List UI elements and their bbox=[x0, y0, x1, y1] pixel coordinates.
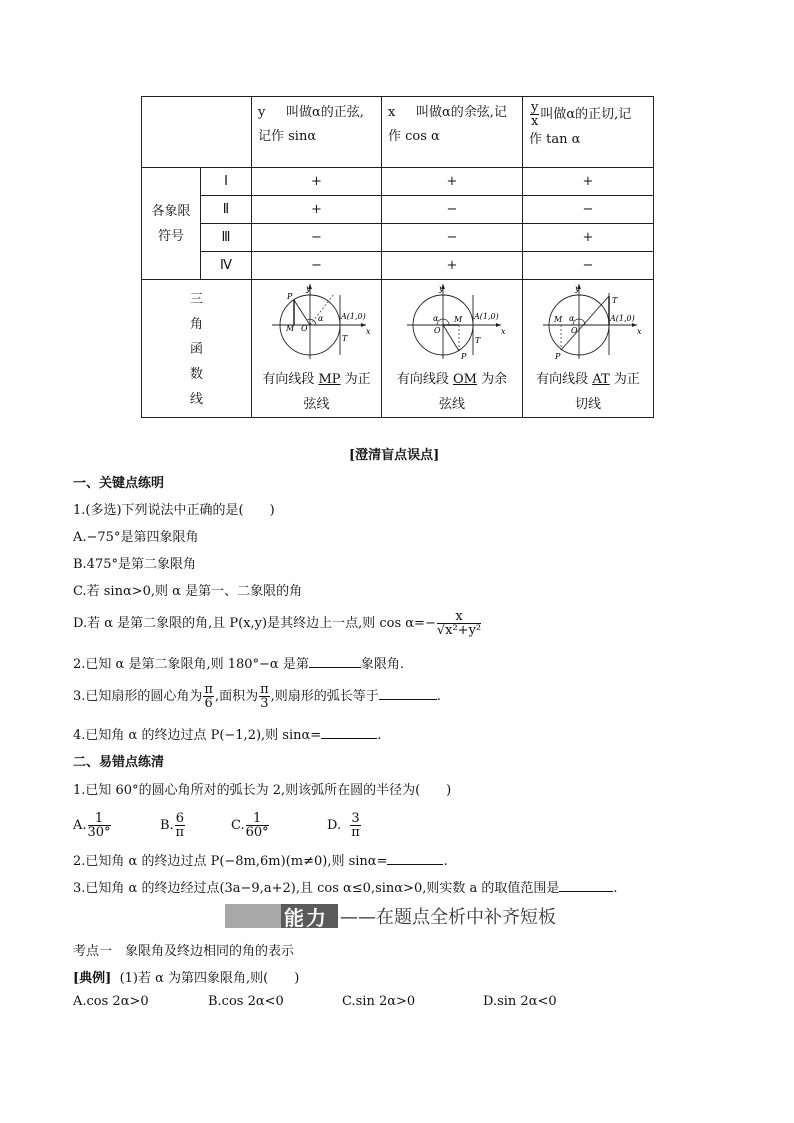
q4-end: . bbox=[377, 728, 382, 743]
banner-subtitle: ——在题点全析中补齐短板 bbox=[340, 907, 556, 928]
header-corner-cell bbox=[142, 97, 252, 168]
cos-sign-q3: − bbox=[382, 224, 523, 252]
q4-answer-blank[interactable] bbox=[321, 738, 377, 739]
tan-label-y: y bbox=[575, 284, 580, 293]
q3-answer-blank[interactable] bbox=[379, 699, 437, 700]
cosine-caption-seg: OM bbox=[453, 372, 477, 387]
tan-fraction bbox=[530, 101, 539, 128]
p2-option-c-den: 60° bbox=[245, 825, 269, 840]
part1-q2 bbox=[73, 653, 404, 672]
p2-option-c-frac bbox=[246, 812, 269, 839]
q1-d-num: x bbox=[437, 610, 481, 624]
cos-label-alpha: α bbox=[433, 314, 439, 323]
part1-q1-option-b: B.475°是第二象限角 bbox=[73, 557, 196, 572]
trig-line-char-3: 函 bbox=[189, 342, 203, 357]
cos-label-m: M bbox=[454, 315, 463, 324]
cos-label-t: T bbox=[475, 336, 481, 345]
tan-label-m: M bbox=[554, 315, 563, 324]
quadrant-2-label: Ⅱ bbox=[201, 196, 252, 224]
p2-q3-answer-blank[interactable] bbox=[559, 891, 613, 892]
cosine-line-caption bbox=[382, 367, 522, 417]
quadrant-1-label: Ⅰ bbox=[201, 168, 252, 196]
header-tan-cell bbox=[523, 97, 654, 168]
p2-option-d-den: π bbox=[351, 825, 360, 840]
header-cos-cell bbox=[382, 97, 523, 168]
cosine-line-diagram bbox=[397, 281, 507, 361]
sine-caption-post: 为正 bbox=[344, 372, 371, 387]
q2-answer-blank[interactable] bbox=[309, 667, 361, 668]
tangent-line-caption bbox=[523, 367, 653, 417]
tan-label-t: T bbox=[612, 296, 618, 305]
part2-heading: 二、易错点练清 bbox=[73, 755, 165, 770]
trig-line-char-2: 角 bbox=[189, 317, 203, 332]
q4-pre: 4.已知角 α 的终边过点 P(−1,2),则 sinα= bbox=[73, 728, 322, 743]
sign-label-line-1: 各象限 bbox=[151, 203, 191, 219]
tan-sign-q2: − bbox=[523, 196, 654, 224]
sine-line-caption bbox=[252, 367, 381, 417]
part1-q3 bbox=[73, 683, 441, 710]
tangent-caption-post: 为正 bbox=[613, 372, 640, 387]
p2-option-c bbox=[231, 812, 270, 839]
tan-sign-q3: + bbox=[523, 224, 654, 252]
sine-line-diagram bbox=[262, 281, 372, 361]
tangent-caption-pre: 有向线段 bbox=[536, 372, 589, 387]
cos-label-a: A(1,0) bbox=[474, 312, 499, 321]
sin-label-t: T bbox=[341, 334, 347, 343]
q3-fraction-2 bbox=[259, 683, 270, 710]
p2-option-d-frac bbox=[350, 812, 360, 839]
cosine-caption-line2: 弦线 bbox=[438, 397, 465, 412]
trig-function-table bbox=[141, 96, 654, 418]
tan-sign-q4: − bbox=[523, 252, 654, 280]
p2-option-d-num: 3 bbox=[351, 811, 360, 826]
cos-sign-q2: − bbox=[382, 196, 523, 224]
sin-label-alpha: α bbox=[317, 314, 323, 323]
cos-sign-q1: + bbox=[382, 168, 523, 196]
p2-option-a-den: 30° bbox=[87, 825, 111, 840]
p2-q2-answer-blank[interactable] bbox=[387, 864, 443, 865]
tan-label-alpha: α bbox=[569, 314, 575, 323]
sine-caption-seg: MP bbox=[318, 372, 341, 387]
p2-option-b-den: π bbox=[175, 825, 185, 840]
example-line bbox=[73, 967, 299, 986]
cos-label-y: y bbox=[439, 284, 444, 293]
tangent-line-diagram bbox=[533, 281, 643, 361]
trig-line-char-5: 线 bbox=[189, 392, 203, 407]
p2-option-a bbox=[73, 812, 112, 839]
q1-d-den: √x²+y² bbox=[436, 623, 482, 638]
p2-option-b bbox=[160, 812, 186, 839]
q3-post: ,则扇形的弧长等于 bbox=[270, 689, 379, 704]
part1-q1-option-a: A.−75°是第四象限角 bbox=[73, 530, 199, 545]
part1-q1-option-d bbox=[73, 610, 482, 637]
sin-sign-q2: + bbox=[252, 196, 382, 224]
trig-line-label-cell bbox=[142, 280, 252, 418]
cos-label-o: O bbox=[434, 326, 441, 335]
p2-option-b-num: 6 bbox=[175, 811, 184, 826]
sin-sign-q3: − bbox=[252, 224, 382, 252]
tangent-line-cell bbox=[523, 280, 654, 418]
trig-line-char-1: 三 bbox=[189, 292, 203, 307]
q2-pre: 2.已知 α 是第二象限角,则 180°−α 是第 bbox=[73, 657, 309, 672]
q3-f1-den: 6 bbox=[204, 696, 213, 711]
p2-q3-end: . bbox=[613, 881, 618, 896]
tan-definition-1: 叫做α的正切,记 bbox=[540, 107, 632, 122]
q3-end: . bbox=[436, 689, 441, 704]
p2-q2-end: . bbox=[443, 854, 448, 869]
tan-sign-q1: + bbox=[523, 168, 654, 196]
sin-label-o: O bbox=[300, 324, 308, 333]
example-option-d: D.sin 2α<0 bbox=[483, 994, 557, 1009]
part1-q1: 1.(多选)下列说法中正确的是( ) bbox=[73, 503, 275, 518]
p2-option-a-label: A. bbox=[73, 818, 87, 833]
q1-d-text: D.若 α 是第二象限的角,且 P(x,y)是其终边上一点,则 cos α=− bbox=[73, 616, 436, 631]
sign-label-cell bbox=[142, 168, 201, 280]
p2-option-a-num: 1 bbox=[88, 812, 111, 826]
p2-option-c-label: C. bbox=[231, 818, 245, 833]
q3-fraction-1 bbox=[203, 683, 214, 710]
example-option-b: B.cos 2α<0 bbox=[208, 994, 284, 1009]
cos-label-p: P bbox=[461, 352, 467, 361]
tan-label-p: P bbox=[555, 352, 561, 361]
part2-q1: 1.已知 60°的圆心角所对的弧长为 2,则该弧所在圆的半径为( ) bbox=[73, 783, 452, 798]
part1-q1-option-c: C.若 sinα>0,则 α 是第一、二象限的角 bbox=[73, 584, 303, 599]
tan-den: x bbox=[531, 114, 539, 129]
q3-f2-den: 3 bbox=[260, 696, 269, 711]
sin-sign-q4: − bbox=[252, 252, 382, 280]
tangent-caption-seg: AT bbox=[592, 372, 610, 387]
banner-title: 能力 bbox=[284, 906, 328, 930]
cos-sign-q4: + bbox=[382, 252, 523, 280]
sine-caption-pre: 有向线段 bbox=[262, 372, 315, 387]
q3-f2-num: π bbox=[260, 682, 269, 697]
p2-option-c-num: 1 bbox=[246, 812, 269, 826]
cosine-caption-post: 为余 bbox=[481, 372, 508, 387]
sine-line-cell bbox=[252, 280, 382, 418]
sin-label-m: M bbox=[285, 324, 294, 333]
cosine-caption-pre: 有向线段 bbox=[396, 372, 449, 387]
sin-sign-q1: + bbox=[252, 168, 382, 196]
tan-definition-2: 作 tan α bbox=[529, 132, 581, 147]
part2-q3 bbox=[73, 877, 618, 896]
p2-option-d-label: D. bbox=[327, 818, 342, 833]
example-text: (1)若 α 为第四象限角,则( ) bbox=[119, 971, 300, 986]
p2-q3-pre: 3.已知角 α 的终边经过点(3a−9,a+2),且 cos α≤0,sinα>0,则实数 a 的取值范围是 bbox=[73, 881, 560, 896]
part2-q2 bbox=[73, 850, 448, 869]
sin-label-p: P bbox=[286, 292, 292, 301]
banner-stripe bbox=[225, 904, 281, 928]
cos-definition: 叫做α的余弦,记作 cos α bbox=[388, 105, 507, 144]
part1-heading: 一、关键点练明 bbox=[73, 476, 165, 491]
sine-caption-line2: 弦线 bbox=[303, 397, 330, 412]
tangent-caption-line2: 切线 bbox=[574, 397, 601, 412]
p2-option-d bbox=[327, 812, 362, 839]
q2-post: 象限角. bbox=[360, 657, 404, 672]
cosine-line-cell bbox=[382, 280, 523, 418]
p2-option-a-frac bbox=[88, 812, 111, 839]
sin-var: y bbox=[258, 105, 266, 120]
example-option-a: A.cos 2α>0 bbox=[73, 994, 149, 1009]
q3-pre: 3.已知扇形的圆心角为 bbox=[73, 689, 203, 704]
q3-f1-num: π bbox=[204, 682, 213, 697]
tan-num: y bbox=[531, 100, 539, 115]
p2-q2-pre: 2.已知角 α 的终边过点 P(−8m,6m)(m≠0),则 sinα= bbox=[73, 854, 388, 869]
q1-d-fraction bbox=[437, 610, 481, 637]
quadrant-3-label: Ⅲ bbox=[201, 224, 252, 252]
part1-q4 bbox=[73, 724, 381, 743]
section-title: [澄清盲点误点] bbox=[349, 448, 440, 463]
quadrant-4-label: Ⅳ bbox=[201, 252, 252, 280]
header-sin-cell bbox=[252, 97, 382, 168]
trig-line-char-4: 数 bbox=[189, 367, 203, 382]
tan-label-o: O bbox=[571, 326, 578, 335]
example-tag: [典例] bbox=[73, 971, 112, 986]
sin-label-a: A(1,0) bbox=[340, 312, 366, 321]
tan-label-a: A(1,0) bbox=[610, 314, 635, 323]
example-option-c: C.sin 2α>0 bbox=[342, 994, 416, 1009]
p2-option-b-label: B. bbox=[160, 818, 174, 833]
topic-line: 考点一 象限角及终边相同的角的表示 bbox=[73, 944, 295, 959]
cos-var: x bbox=[388, 105, 396, 120]
q3-mid: ,面积为 bbox=[214, 689, 259, 704]
sin-label-y: y bbox=[305, 284, 311, 293]
sin-label-x: x bbox=[365, 327, 371, 336]
sin-definition: 叫做α的正弦,记作 sinα bbox=[258, 105, 364, 144]
tan-label-x: x bbox=[637, 327, 642, 336]
p2-option-b-frac bbox=[175, 812, 185, 839]
sign-label-line-2: 符号 bbox=[157, 228, 184, 244]
cos-label-x: x bbox=[501, 327, 506, 336]
